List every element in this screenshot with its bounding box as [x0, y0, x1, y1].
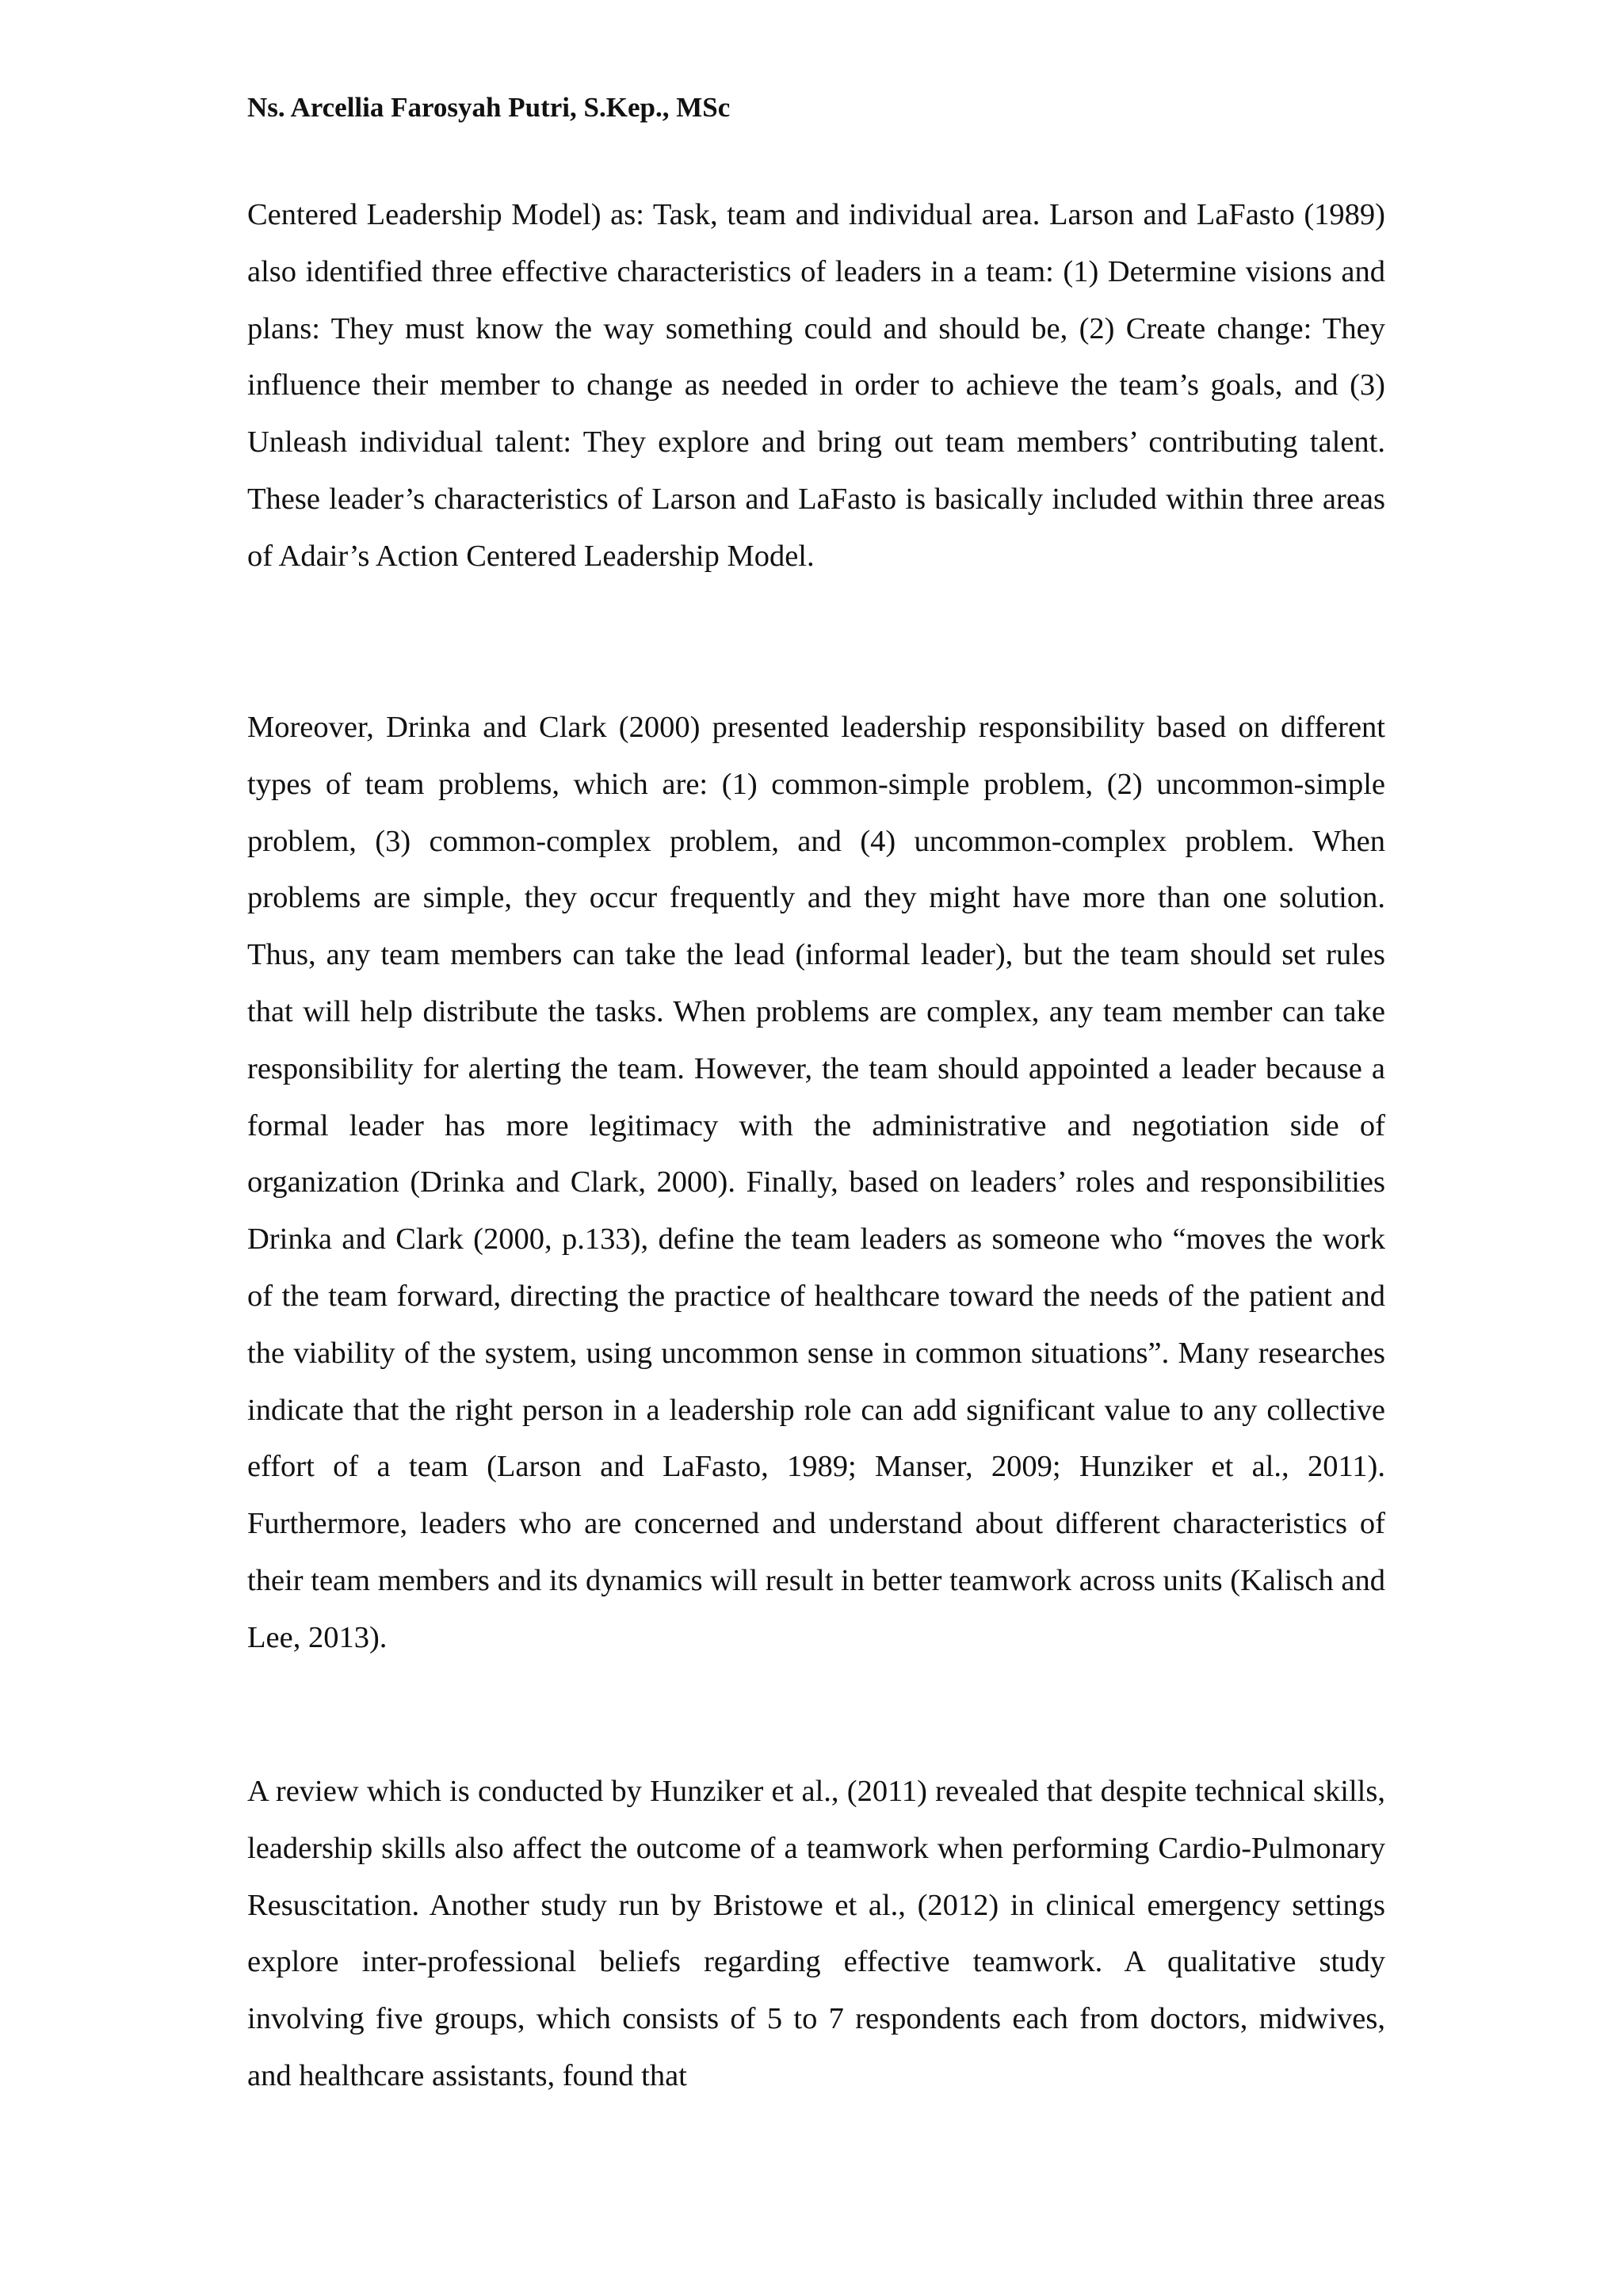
- paragraph-team-problems: Moreover, Drinka and Clark (2000) presented leadership responsibility based on different types of team problems, which are: (1) common-simple problem, (2) uncommon-simple problem, (3) common-complex problem, and (4) uncommon-complex problem. When problems are simple, they occur frequently and they might have more than one solution. Thus, any team members can take the lead (informal leader), but the team should set rules that will help distribute the tasks. When problems are complex, any team member can take responsibility for alerting the team. However, the team should appointed a leader because a formal leader has more legitimacy with the administrative and negotiation side of organization (Drinka and Clark, 2000). Finally, based on leaders’ roles and responsibilities Drinka and Clark (2000, p.133), define the team leaders as someone who “moves the work of the team forward, directing the practice of healthcare toward the needs of the patient and the viability of the system, using uncommon sense in common situations”. Many researches indicate that the right person in a leadership role can add significant value to any collective effort of a team (Larson and LaFasto, 1989; Manser, 2009; Hunziker et al., 2011). Furthermore, leaders who are concerned and understand about different characteristics of their team members and its dynamics will result in better teamwork across units (Kalisch and Lee, 2013).: [247, 711, 1385, 1654]
- paragraph-leadership-characteristics: Centered Leadership Model) as: Task, team and individual area. Larson and LaFasto (1989) also identified three effective characteristics of leaders in a team: (1) Determine visions and plans: They must know the way something could and should be, (2) Create change: They influence their member to change as needed in order to achieve the team’s goals, and (3) Unleash individual talent: They explore and bring out team members’ contributing talent. These leader’s characteristics of Larson and LaFasto is basically included within three areas of Adair’s Action Centered Leadership Model.: [247, 198, 1385, 573]
- running-header-author: Ns. Arcellia Farosyah Putri, S.Kep., MSc: [247, 92, 731, 123]
- paragraph-review-studies: A review which is conducted by Hunziker et al., (2011) revealed that despite technical skills, leadership skills also affect the outcome of a teamwork when performing Cardio-Pulmonary Resuscitation. Another study run by Bristowe et al., (2012) in clinical emergency settings explore inter-professional beliefs regarding effective teamwork. A qualitative study involving five groups, which consists of 5 to 7 respondents each from doctors, midwives, and healthcare assistants, found that: [247, 1775, 1385, 2092]
